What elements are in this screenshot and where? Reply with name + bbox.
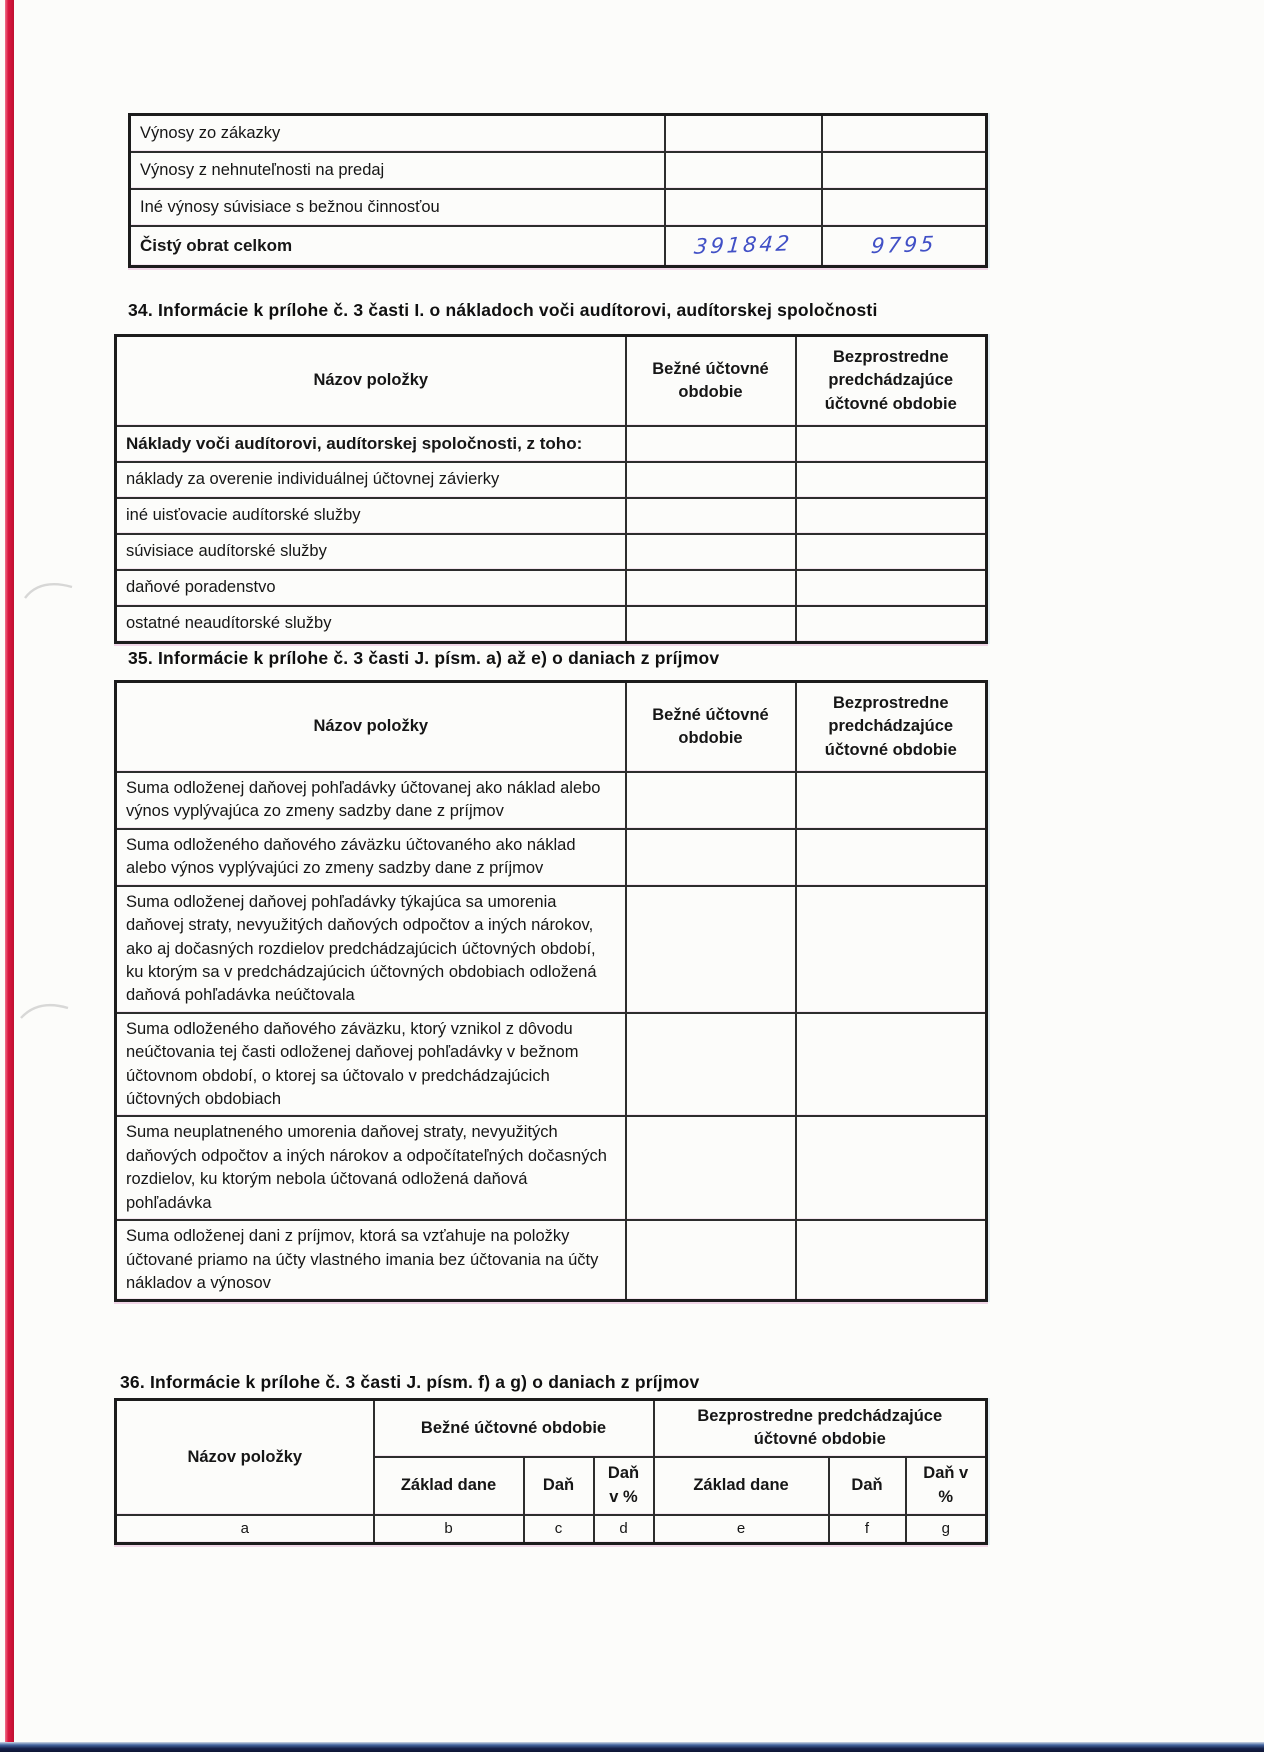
row-label: Iné výnosy súvisiace s bežnou činnosťou: [130, 189, 665, 226]
column-header-tax-pct-current: Daň v %: [594, 1457, 654, 1515]
value-cell-previous: [796, 570, 987, 606]
value-cell-current: [626, 426, 796, 462]
column-group-current: Bežné účtovné obdobie: [374, 1400, 654, 1457]
audit-costs-table: [114, 334, 988, 644]
value-cell-previous: [796, 606, 987, 643]
column-header-current: Bežné účtovné obdobie: [626, 336, 796, 427]
table-row: [116, 1116, 987, 1220]
section-36-heading: 36. Informácie k prílohe č. 3 časti J. písm. f) a g) o daniach z príjmov: [120, 1372, 700, 1392]
header-row: [116, 336, 987, 427]
table-row-total: [130, 226, 987, 266]
value-cell-previous: [796, 886, 987, 1013]
row-label: ostatné neaudítorské služby: [116, 606, 626, 643]
scan-edge-red-stripe: [5, 0, 14, 1752]
column-group-previous: Bezprostredne predchádzajúce účtovné obdobie: [654, 1400, 987, 1457]
value-cell-previous: [796, 772, 987, 829]
column-letter: a: [116, 1515, 374, 1544]
column-header-tax-base-current: Základ dane: [374, 1457, 524, 1515]
table-row: [130, 189, 987, 226]
value-cell-current: [626, 606, 796, 643]
value-cell-current: [626, 462, 796, 498]
column-letter-row: [116, 1515, 987, 1544]
table-row: [116, 606, 987, 643]
column-letter: f: [829, 1515, 906, 1544]
column-letter: d: [594, 1515, 654, 1544]
table-row: [116, 462, 987, 498]
value-cell-current: [626, 829, 796, 886]
row-label: iné uisťovacie audítorské služby: [116, 498, 626, 534]
table-row: [116, 1220, 987, 1301]
handwritten-value-current: 391842: [692, 231, 794, 259]
turnover-table: [128, 113, 988, 268]
row-label: Čistý obrat celkom: [130, 226, 665, 266]
value-cell-current: [626, 1220, 796, 1301]
value-cell-current: [626, 1013, 796, 1117]
value-cell-previous: [822, 189, 987, 226]
table-row: [130, 152, 987, 189]
row-label: Výnosy z nehnuteľnosti na predaj: [130, 152, 665, 189]
income-tax-table: [114, 680, 988, 1302]
value-cell-previous: [796, 1013, 987, 1117]
column-header-name: Názov položky: [116, 336, 626, 427]
value-cell-current: [665, 152, 822, 189]
row-label: Suma odloženého daňového záväzku, ktorý vznikol z dôvodu neúčtovania tej časti odloženej daňovej pohľadávky v bežnom účtovnom období, o ktorej sa účtovalo v predchádzajúcich účtovných obdobiach: [116, 1013, 626, 1117]
value-cell-current: [626, 886, 796, 1013]
row-label: Výnosy zo zákazky: [130, 115, 665, 153]
value-cell-previous: [796, 534, 987, 570]
value-cell-previous: [796, 498, 987, 534]
section-35-heading: 35. Informácie k prílohe č. 3 časti J. písm. a) až e) o daniach z príjmov: [128, 648, 720, 668]
value-cell-current: [626, 534, 796, 570]
row-label: náklady za overenie individuálnej účtovnej závierky: [116, 462, 626, 498]
value-cell-previous: [822, 115, 987, 153]
table-row: [116, 886, 987, 1013]
row-label: Suma odloženej daňovej pohľadávky týkajúca sa umorenia daňovej straty, nevyužitých daňových odpočtov a iných nárokov, ako aj dočasných rozdielov predchádzajúcich účtovných období, ku ktorým sa v predchádzajúcich účtovných obdobiach odložená daňová pohľadávka neúčtovala: [116, 886, 626, 1013]
column-header-tax-base-previous: Základ dane: [654, 1457, 829, 1515]
handwritten-value-previous: 9795: [870, 231, 938, 259]
header-group-row: [116, 1400, 987, 1457]
table-row: [116, 772, 987, 829]
row-label: Suma odloženého daňového záväzku účtovaného ako náklad alebo výnos vyplývajúci zo zmeny sadzby dane z príjmov: [116, 829, 626, 886]
value-cell-previous: [796, 426, 987, 462]
value-cell-current: [665, 189, 822, 226]
value-cell-previous: [796, 829, 987, 886]
row-label: Suma neuplatneného umorenia daňovej straty, nevyužitých daňových odpočtov a iných nárokov a odpočítateľných dočasných rozdielov, ku ktorým nebola účtovaná odložená daňová pohľadávka: [116, 1116, 626, 1220]
scan-artifact-mark: [22, 574, 76, 608]
value-cell-current: [626, 498, 796, 534]
row-label: Suma odloženej dani z príjmov, ktorá sa vzťahuje na položky účtované priamo na účty vlastného imania bez účtovania na účty nákladov a výnosov: [116, 1220, 626, 1301]
column-header-current: Bežné účtovné obdobie: [626, 682, 796, 773]
scan-artifact-mark: [18, 994, 72, 1028]
column-header-name: Názov položky: [116, 1400, 374, 1515]
value-cell-previous: [796, 462, 987, 498]
value-cell-previous: [796, 1116, 987, 1220]
column-letter: e: [654, 1515, 829, 1544]
value-cell-current: [626, 772, 796, 829]
value-cell-current: [626, 570, 796, 606]
value-cell-previous: [822, 226, 987, 266]
column-header-previous: Bezprostredne predchádzajúce účtovné obdobie: [796, 682, 987, 773]
column-header-tax-current: Daň: [524, 1457, 594, 1515]
row-label: Suma odloženej daňovej pohľadávky účtovanej ako náklad alebo výnos vyplývajúca zo zmeny sadzby dane z príjmov: [116, 772, 626, 829]
value-cell-current: [665, 226, 822, 266]
header-row: [116, 682, 987, 773]
row-label: súvisiace audítorské služby: [116, 534, 626, 570]
row-label: Náklady voči audítorovi, audítorskej spoločnosti, z toho:: [116, 426, 626, 462]
column-letter: b: [374, 1515, 524, 1544]
table-row: [116, 570, 987, 606]
column-letter: g: [906, 1515, 987, 1544]
value-cell-current: [665, 115, 822, 153]
table-row: [130, 115, 987, 153]
column-header-tax-pct-previous: Daň v %: [906, 1457, 987, 1515]
table-row: [116, 829, 987, 886]
column-header-previous: Bezprostredne predchádzajúce účtovné obdobie: [796, 336, 987, 427]
column-header-tax-previous: Daň: [829, 1457, 906, 1515]
income-tax-rates-table: [114, 1398, 988, 1545]
scan-edge-navy-stripe: [0, 1742, 1264, 1752]
table-row: [116, 534, 987, 570]
value-cell-previous: [796, 1220, 987, 1301]
section-34-heading: 34. Informácie k prílohe č. 3 časti I. o nákladoch voči audítorovi, audítorskej spoločnosti: [128, 300, 878, 320]
column-header-name: Názov položky: [116, 682, 626, 773]
table-row: [116, 1013, 987, 1117]
column-letter: c: [524, 1515, 594, 1544]
table-row: [116, 498, 987, 534]
value-cell-current: [626, 1116, 796, 1220]
value-cell-previous: [822, 152, 987, 189]
row-label: daňové poradenstvo: [116, 570, 626, 606]
table-row: [116, 426, 987, 462]
